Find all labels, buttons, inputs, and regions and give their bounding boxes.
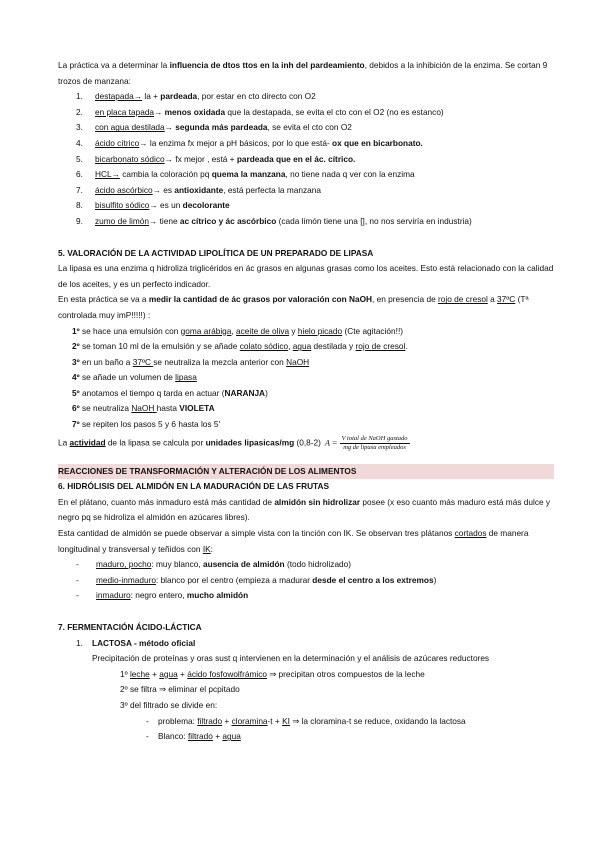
intro-paragraph (58, 58, 554, 89)
section-7-title: 7. FERMENTACIÓN ÁCIDO-LÁCTICA (58, 622, 202, 632)
section-5-title: 5. VALORACIÓN DE LA ACTIVIDAD LIPOLÍTICA DE UN PREPARADO DE LIPASA (58, 247, 374, 258)
lipase-step-4: 4º se añade un volumen de lipasa (72, 372, 197, 383)
chapter-banner: REACCIONES DE TRANSFORMACIÓN Y ALTERACIÓN DE LOS ALIMENTOS (58, 464, 554, 480)
list-item: - medio-inmaduro: blanco por el centro (empieza a madurar desde el centro a los extremos) (76, 574, 437, 585)
section-7-paragraph: Precipitación de proteínas y oras sust q intervienen en la determinación y el análisis de azúcares reductores (92, 653, 490, 664)
section-5-paragraph: La lipasa es una enzima q hidroliza triglicéridos en ác grasos en algunas grasas como los aceites. Esto está relacionado con la calidad de los aceites, y es un perfecto indicador. (58, 263, 554, 289)
list-item: 6. HCL→ cambia la coloración pq quema la manzana, no tiene nada q ver con la enzima (76, 169, 415, 180)
list-item: 3. con agua destilada→ segunda más pardeada, se evita el cto con O2 (76, 122, 352, 133)
lipase-step-5: 5º anotamos el tiempo q tarda en actuar (NARANJA) (72, 387, 268, 398)
activity-formula: A = $\frac{\text{V total de NaOH gastado}}{\text{mg de lipasa empleados}}$ (324, 434, 408, 451)
intro-text-end: , debidos a la inhibición de la enzima. Se cortan 9 trozos de manzana: (58, 60, 548, 86)
intro-text: La práctica va a determinar la (58, 60, 170, 70)
lipase-step-2: 2º se toman 10 ml de la emulsión y se añade colato sódico, agua destilada y rojo de cresol. (72, 341, 408, 352)
list-item: 7. ácido ascórbico→ es antioxidante, está perfecta la manzana (76, 184, 321, 195)
list-item: 2. en placa tapada→ menos oxidada que la destapada, se evita el cto con el O2 (no es estanco) (76, 106, 444, 117)
section-7-subtitle: 1. LACTOSA - método oficial (76, 637, 196, 648)
lipase-step-1: 1º se hace una emulsión con goma arábiga, aceite de oliva y hielo picado (Cte agitación!!) (72, 325, 404, 336)
apple-pieces-list (58, 89, 554, 229)
list-item: - inmaduro: negro entero, mucho almidón (76, 590, 249, 601)
list-item: 8. bisulfito sódico→ es un decolorante (76, 200, 230, 211)
section-5-method-paragraph: En esta práctica se va a medir la cantidad de ác grasos por valoración con NaOH, en presencia de rojo de cresol a 37ºC (Tª controlada muy imP!!!!!) : (58, 294, 529, 320)
lactose-step-3: 3º del filtrado se divide en: (120, 699, 218, 710)
lipase-step-7: 7º se repiten los pasos 5 y 6 hasta los 5' (72, 419, 221, 430)
list-item: - maduro, pocho: muy blanco, ausencia de almidón (todo hidrolizado) (76, 559, 352, 570)
lactose-step-2: 2º se filtra ⇒ eliminar el pcpitado (120, 684, 240, 695)
formula-fraction: $\frac{\text{V total de NaOH gastado}}{\text{mg de lipasa empleados}}$ (341, 434, 408, 451)
document-content (58, 58, 554, 745)
lipase-step-3: 3º en un baño a 37ºC se neutraliza la mezcla anterior con NaOH (72, 356, 310, 367)
list-item: - Blanco: filtrado + agua (146, 731, 241, 742)
section-6-paragraph-2: Esta cantidad de almidón se puede observar a simple vista con la tinción con IK. Se observan tres plátanos cortados de manera longitudinal y transversal y teñidos con IK: (58, 528, 529, 554)
activity-formula-line: La actividad de la lipasa se calcula por unidades lipasicas/mg (0,8-2) A = $\frac{\text{V total de NaOH gastado}}{\text{mg de lipasa empleados}}$ (58, 434, 408, 451)
lactose-step-1: 1º leche + agua + ácido fosfowolfrámico ⇒ precipitan otros compuestos de la leche (120, 668, 425, 679)
list-item: 4. ácido cítrico→ la enzima fx mejor a pH básicos, por lo que está- ox que en bicarbonato. (76, 137, 423, 148)
list-item: - problema: filtrado + cloramina-t + KI ⇒ la cloramina-t se reduce, oxidando la lactosa (146, 715, 466, 726)
section-6-title: 6. HIDRÓLISIS DEL ALMIDÓN EN LA MADURACIÓN DE LAS FRUTAS (58, 481, 330, 492)
intro-bold: influencia de dtos ttos en la inh del pardeamiento (169, 60, 365, 70)
list-item: 1. destapada→ la + pardeada, por estar en cto directo con O2 (76, 91, 316, 102)
section-6-paragraph-1: En el plátano, cuanto más inmaduro está más cantidad de almidón sin hidrolizar posee (x eso cuanto más maduro está más dulce y negro pq se hidroliza el almidón en azúcares libres). (58, 496, 551, 523)
lipase-step-6: 6º se neutraliza NaOH hasta VIOLETA (72, 403, 215, 414)
list-item: 9. zumo de limón→ tiene ac cítrico y ác ascórbico (cada limón tiene una [], no nos serviría en industria) (76, 215, 472, 226)
list-item: 5. bicarbonato sódico→ fx mejor , está + pardeada que en el ác. cítrico. (76, 153, 356, 164)
